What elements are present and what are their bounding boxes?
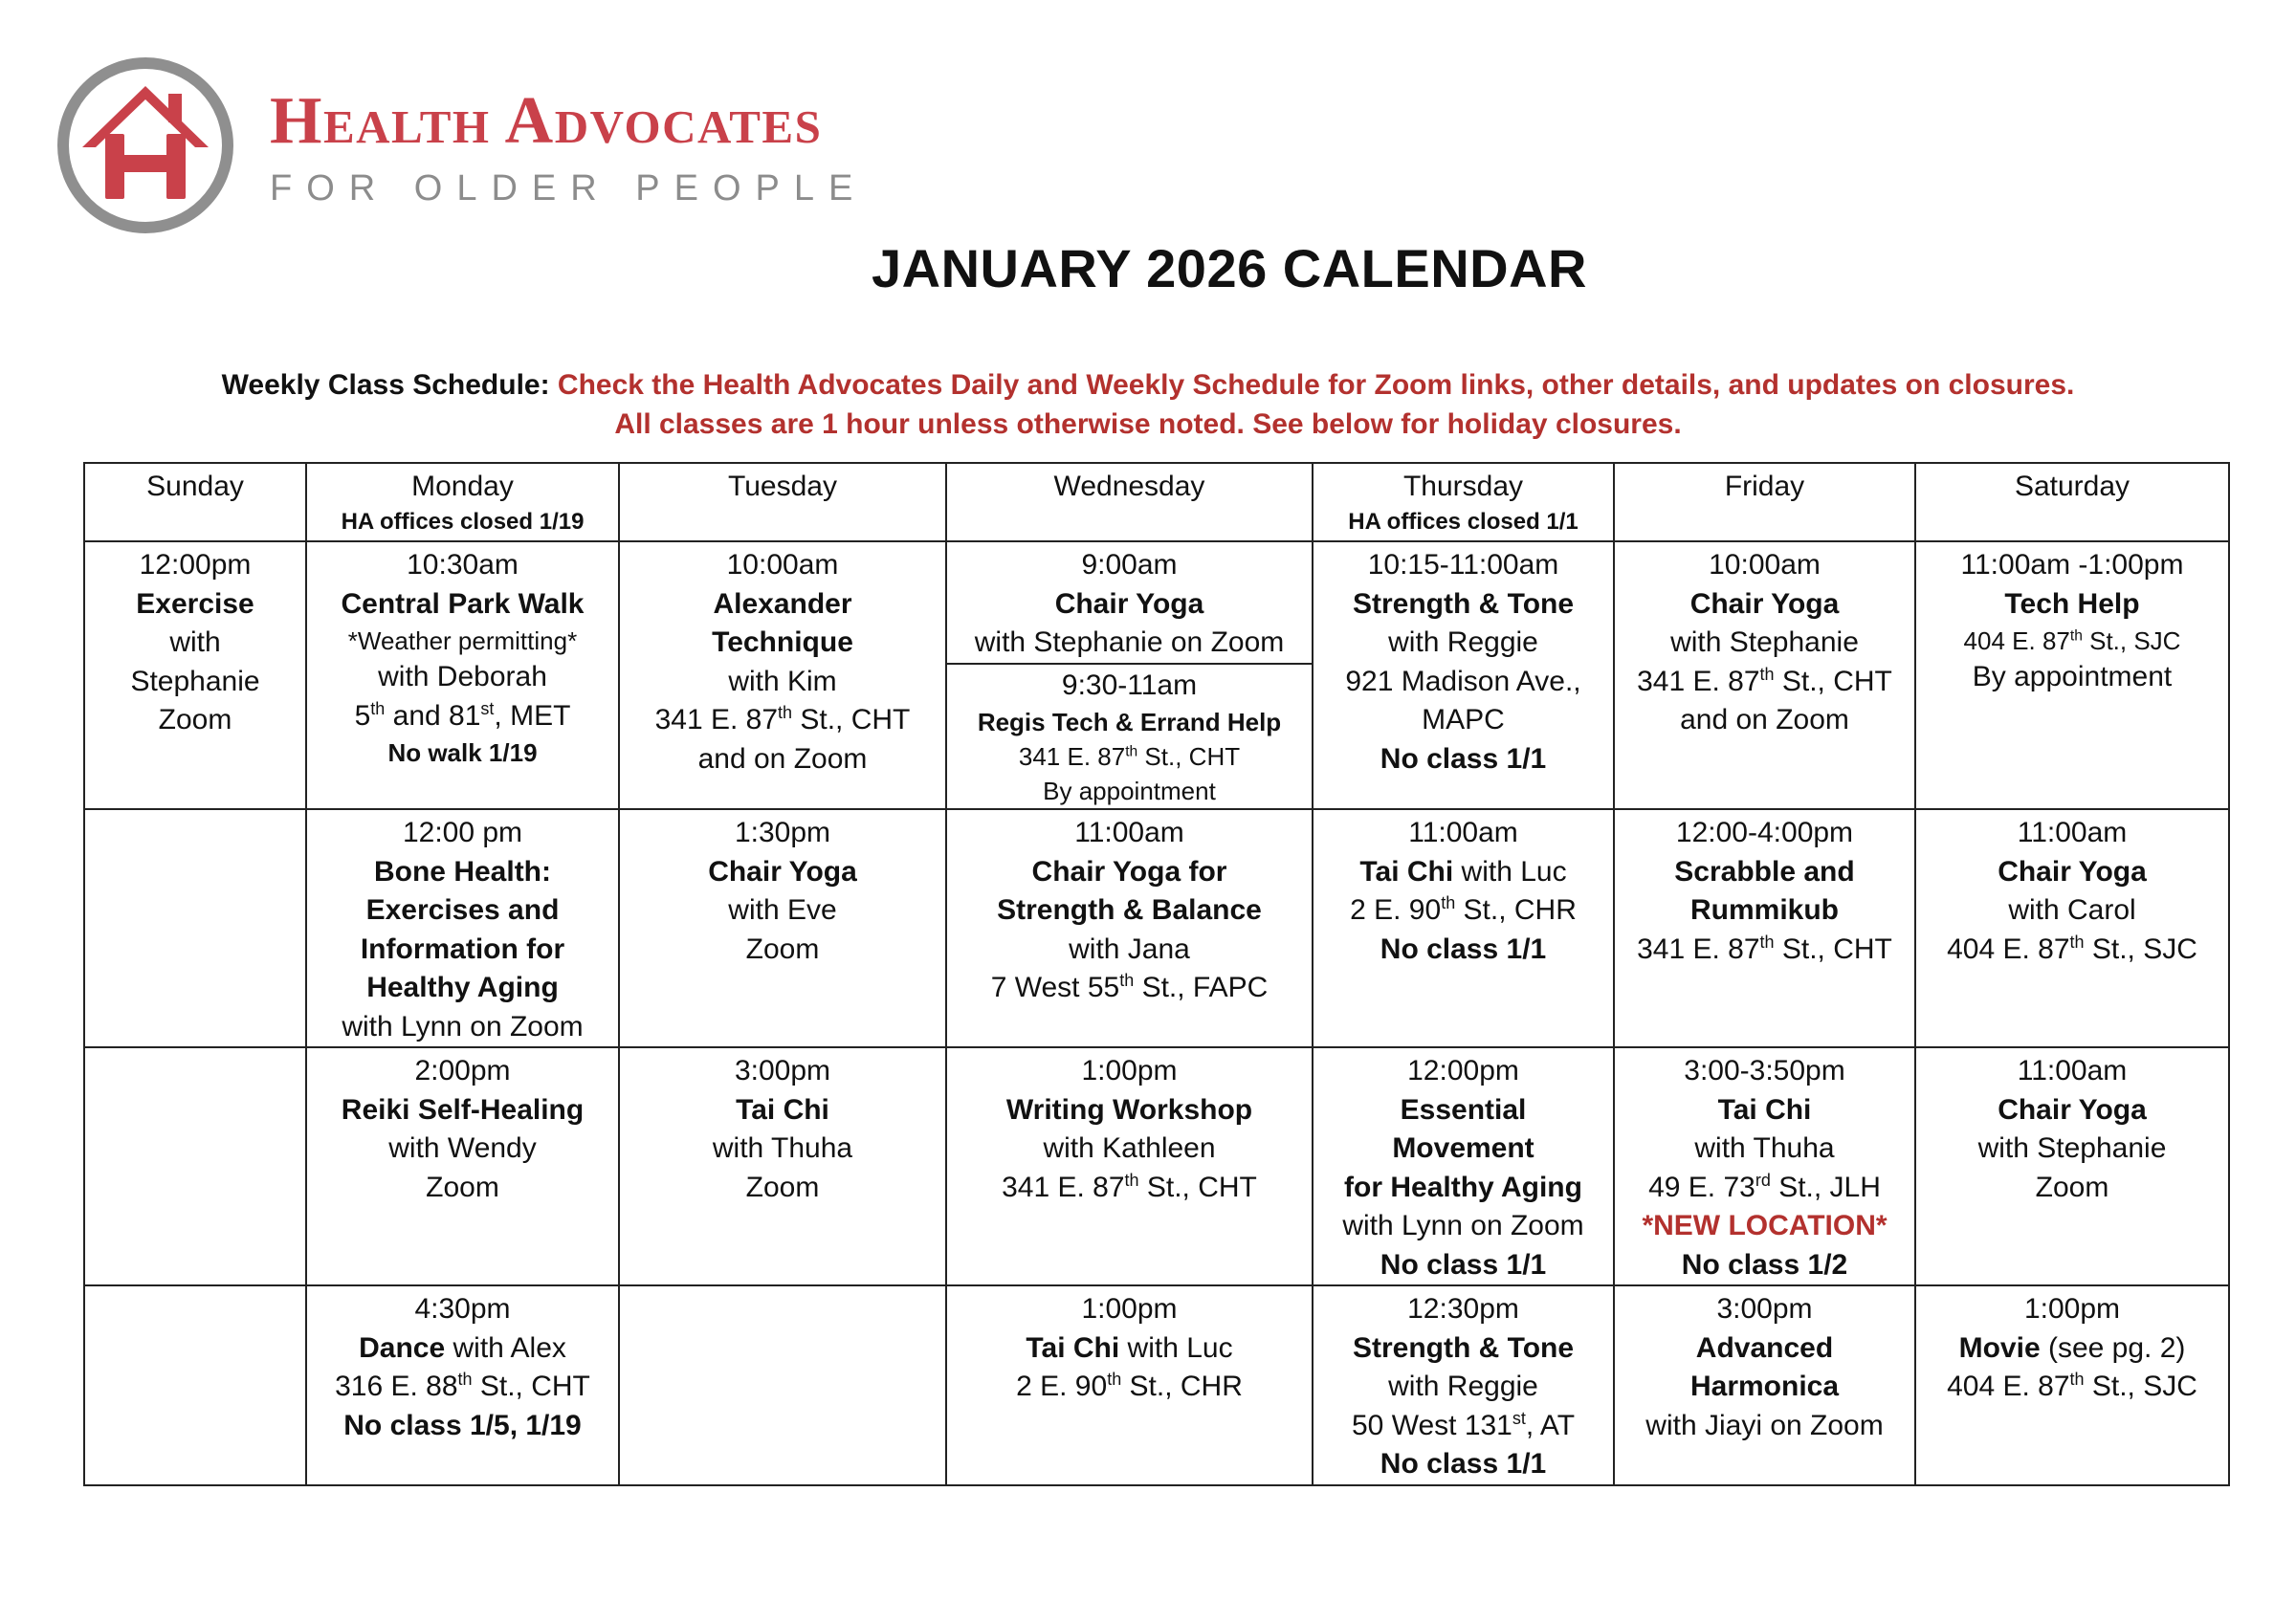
class-cell [84, 541, 306, 809]
closure-note: HA offices closed 1/1 [1348, 508, 1578, 535]
cell-text: and on Zoom [697, 742, 868, 775]
cell-text: 12:00 pm [402, 817, 523, 848]
cell-text: Central Park Walk [341, 587, 585, 620]
class-cell [619, 1047, 946, 1285]
ordinal-suffix: th [457, 1370, 473, 1389]
cell-text: By appointment [1043, 777, 1216, 805]
cell-text: 341 E. 87 [654, 704, 779, 735]
cell-text: 49 E. 73 [1648, 1171, 1755, 1203]
header-row [84, 463, 2229, 541]
cell-text: Tai Chi [1717, 1093, 1812, 1126]
cell-text: St., CHT [472, 1371, 590, 1402]
org-tagline: FOR OLDER PEOPLE [270, 168, 868, 208]
cell-text: with Eve [728, 894, 837, 926]
schedule-row [84, 1285, 2229, 1485]
cell-text: 11:00am -1:00pm [1960, 549, 2184, 581]
cell-text: 3:00pm [1716, 1293, 1813, 1325]
cell-text: with Stephanie on Zoom [974, 626, 1285, 658]
cell-text: Tuesday [728, 471, 837, 502]
cell-text: Strength & Balance [997, 894, 1262, 926]
ordinal-suffix: th [2069, 932, 2085, 952]
cell-text: with Stephanie [1977, 1132, 2167, 1164]
cell-text: with Thuha [1694, 1132, 1835, 1164]
cell-text: Healthy Aging [366, 972, 559, 1003]
cell-text: Sunday [146, 471, 244, 502]
cell-text: and 81 [385, 699, 481, 732]
cell-text: 341 E. 87 [1637, 665, 1760, 697]
class-cell [619, 541, 946, 809]
cell-text: 10:00am [726, 549, 839, 581]
ordinal-suffix: th [1441, 893, 1456, 912]
cell-text: Zoom [426, 1171, 499, 1203]
day-header-wednesday [946, 463, 1313, 541]
cell-text: 5 [354, 699, 371, 732]
cell-text: 4:30pm [414, 1293, 511, 1325]
cell-text: Zoom [158, 704, 232, 735]
day-header-sunday [84, 463, 306, 541]
cell-text: St., CHR [1121, 1371, 1243, 1402]
brand [270, 84, 868, 209]
cell-text: 12:00-4:00pm [1675, 817, 1854, 848]
cell-text: 341 E. 87 [1002, 1171, 1125, 1203]
day-header-tuesday [619, 463, 946, 541]
cell-text: St., CHT [1774, 933, 1892, 965]
cell-text: 9:30-11am [1061, 669, 1198, 701]
cell-text: 2 E. 90 [1350, 894, 1442, 926]
cell-text: 7 West 55 [990, 972, 1120, 1003]
cell-text: Bone Health: [373, 855, 551, 888]
cell-text: 341 E. 87 [1018, 742, 1126, 771]
schedule-row [84, 541, 2229, 809]
cell-text: with Alex [445, 1331, 566, 1364]
cell-text: 1:00pm [1081, 1293, 1178, 1325]
cell-text: 10:00am [1709, 549, 1821, 581]
ordinal-suffix: th [1125, 743, 1138, 760]
cell-text: Chair Yoga [1689, 587, 1840, 620]
cell-text: St., FAPC [1134, 972, 1269, 1003]
cell-text: with Luc [1119, 1331, 1233, 1364]
class-cell [1614, 1047, 1915, 1285]
cell-text: 11:00am [2017, 817, 2128, 848]
cell-text: with Thuha [712, 1132, 853, 1164]
cell-text: with Deborah [378, 661, 547, 692]
cell-text: Strength & Tone [1352, 1331, 1575, 1364]
notice-line-2: All classes are 1 hour unless otherwise noted. See below for holiday closures. [614, 408, 1682, 440]
class-cell [946, 1047, 1313, 1285]
cell-text: 316 E. 88 [335, 1371, 458, 1402]
cell-text: with Jana [1069, 933, 1190, 965]
cell-text: Rummikub [1689, 894, 1839, 926]
cell-text: St., CHR [1455, 894, 1577, 926]
cell-text: 341 E. 87 [1637, 933, 1760, 965]
cell-text: with Stephanie [1670, 626, 1859, 658]
class-cell [619, 809, 946, 1047]
cell-text: with Kathleen [1043, 1132, 1216, 1164]
cell-text: with Luc [1453, 855, 1567, 888]
cell-text: Tai Chi [1026, 1331, 1120, 1364]
cell-text: No class 1/1 [1380, 1248, 1547, 1281]
class-cell [1313, 1285, 1614, 1485]
cell-text: 11:00am [1074, 817, 1184, 848]
cell-text: No class 1/5, 1/19 [343, 1409, 582, 1441]
ordinal-suffix: th [1107, 1370, 1122, 1389]
health-advocates-logo [55, 55, 235, 235]
cell-text: with Wendy [388, 1132, 537, 1164]
cell-text: No class 1/1 [1380, 1448, 1547, 1480]
cell-text: Reiki Self-Healing [341, 1093, 585, 1126]
class-cell [1915, 1285, 2229, 1485]
cell-text: Exercise [136, 587, 254, 620]
class-cell [1313, 809, 1614, 1047]
cell-text: with Reggie [1388, 626, 1538, 658]
cell-text: 404 E. 87 [1963, 626, 2070, 655]
cell-text: No class 1/1 [1380, 742, 1547, 775]
cell-text: with Reggie [1388, 1371, 1538, 1402]
ordinal-suffix: th [2069, 1370, 2085, 1389]
cell-text: Zoom [745, 1171, 820, 1203]
class-cell [946, 809, 1313, 1047]
cell-text: Zoom [2035, 1171, 2109, 1203]
schedule-row [84, 809, 2229, 1047]
ordinal-suffix: st [480, 698, 495, 718]
cell-text: with Kim [728, 665, 837, 697]
cell-text: Scrabble and [1674, 855, 1855, 888]
cell-text: *Weather permitting* [347, 626, 578, 655]
cell-text: Harmonica [1689, 1371, 1840, 1402]
class-cell [946, 541, 1313, 809]
cell-text: 3:00-3:50pm [1684, 1055, 1845, 1086]
closure-note: HA offices closed 1/19 [341, 508, 585, 535]
cell-text: 1:00pm [1081, 1055, 1178, 1086]
cell-text: 1:30pm [734, 817, 831, 848]
cell-text: St., SJC [2084, 933, 2197, 965]
class-cell [306, 1285, 619, 1485]
cell-text: Tai Chi [736, 1093, 829, 1126]
ordinal-suffix: th [370, 698, 386, 718]
cell-text: with Lynn on Zoom [1342, 1210, 1584, 1241]
cell-text: 1:00pm [2023, 1293, 2121, 1325]
cell-text: , AT [1525, 1409, 1576, 1441]
cell-text: Wednesday [1053, 471, 1205, 502]
class-cell [1915, 809, 2229, 1047]
cell-text: Information for [360, 933, 565, 965]
cell-text: 12:30pm [1407, 1293, 1519, 1325]
cell-text: with Jiayi on Zoom [1645, 1409, 1884, 1441]
class-cell [1313, 1047, 1614, 1285]
class-cell [1614, 1285, 1915, 1485]
cell-text: Strength & Tone [1352, 587, 1575, 620]
cell-text: St., SJC [2082, 626, 2181, 655]
cell-text: Movie [1958, 1331, 2041, 1364]
class-cell [306, 541, 619, 809]
cell-text: 3:00pm [734, 1055, 831, 1086]
cell-text: 12:00pm [1407, 1055, 1519, 1086]
class-cell [1915, 541, 2229, 809]
ordinal-suffix: th [1759, 932, 1775, 952]
class-cell [306, 1047, 619, 1285]
cell-text: for Healthy Aging [1344, 1171, 1582, 1203]
class-cell [946, 1285, 1313, 1485]
empty-cell [84, 1285, 306, 1485]
cell-text: No walk 1/19 [387, 738, 538, 767]
cell-text: Monday [411, 471, 514, 502]
cell-text: MAPC [1422, 704, 1505, 735]
class-cell [306, 809, 619, 1047]
ordinal-suffix: th [778, 703, 793, 722]
cell-text: with [169, 626, 221, 658]
cell-text: 2:00pm [414, 1055, 511, 1086]
ordinal-suffix: rd [1755, 1170, 1771, 1190]
cell-text: 404 E. 87 [1947, 933, 2070, 965]
cell-text: 11:00am [2017, 1055, 2128, 1086]
cell-text: Alexander [713, 587, 852, 620]
class-cell [1313, 541, 1614, 809]
schedule-notice [0, 365, 2296, 444]
cell-text: Dance [359, 1331, 446, 1364]
ordinal-suffix: th [2069, 627, 2083, 645]
cell-text: Exercises and [365, 894, 560, 926]
new-location-badge: *NEW LOCATION* [1642, 1210, 1888, 1241]
cell-text: St., JLH [1770, 1171, 1881, 1203]
cell-text: Tech Help [2004, 587, 2140, 620]
day-header-thursday [1313, 463, 1614, 541]
cell-text: Chair Yoga [1054, 587, 1204, 620]
cell-text: Friday [1724, 471, 1805, 502]
cell-text: 921 Madison Ave., [1345, 665, 1581, 697]
cell-text: Zoom [745, 933, 820, 965]
cell-text: Thursday [1402, 471, 1524, 502]
page-title: JANUARY 2026 CALENDAR [871, 238, 1587, 298]
cell-text: No class 1/2 [1681, 1248, 1848, 1281]
cell-text: 12:00pm [139, 549, 252, 581]
ordinal-suffix: th [1759, 664, 1775, 684]
cell-text: Regis Tech & Errand Help [977, 708, 1282, 736]
cell-text: 11:00am [1408, 817, 1518, 848]
day-header-saturday [1915, 463, 2229, 541]
cell-text: Writing Workshop [1005, 1093, 1253, 1126]
ordinal-suffix: st [1512, 1408, 1526, 1428]
calendar-table [83, 462, 2230, 1486]
day-header-monday [306, 463, 619, 541]
cell-text: Advanced [1695, 1331, 1834, 1364]
class-cell [1915, 1047, 2229, 1285]
cell-text: with Lynn on Zoom [342, 1010, 584, 1042]
cell-text: 10:15-11:00am [1367, 549, 1559, 581]
cell-text: 9:00am [1081, 549, 1178, 581]
cell-text: 2 E. 90 [1016, 1371, 1108, 1402]
cell-text: Saturday [2014, 471, 2130, 502]
schedule-row [84, 1047, 2229, 1285]
org-name: Health Advocates [270, 84, 823, 158]
day-header-friday [1614, 463, 1915, 541]
cell-text: Chair Yoga [1998, 1093, 2147, 1126]
cell-text: Chair Yoga for [1031, 855, 1227, 888]
cell-text: St., CHT [1138, 1171, 1257, 1203]
cell-text: Stephanie [130, 665, 260, 697]
cell-text: , MET [494, 699, 571, 732]
cell-text: with Carol [2008, 894, 2136, 926]
cell-text: St., CHT [1774, 665, 1892, 697]
notice-label: Weekly Class Schedule: [221, 369, 558, 401]
empty-cell [619, 1285, 946, 1485]
cell-text: Essential [1400, 1093, 1527, 1126]
cell-text: and on Zoom [1680, 704, 1849, 735]
cell-text: 10:30am [407, 549, 519, 581]
cell-divider [947, 663, 1312, 809]
notice-line-1: Check the Health Advocates Daily and Weekly Schedule for Zoom links, other details, and updates on closures. [557, 369, 2075, 401]
ordinal-suffix: th [1124, 1170, 1139, 1190]
cell-text: By appointment [1972, 661, 2173, 692]
class-cell [1614, 541, 1915, 809]
empty-cell [84, 1047, 306, 1285]
cell-text: Tai Chi [1359, 855, 1454, 888]
cell-text: St., CHT [1137, 742, 1241, 771]
cell-text: St., SJC [2084, 1371, 2197, 1402]
empty-cell [84, 809, 306, 1047]
cell-text: 50 West 131 [1351, 1409, 1512, 1441]
ordinal-suffix: th [1119, 971, 1135, 990]
cell-text: Technique [712, 626, 853, 658]
cell-text: (see pg. 2) [2040, 1331, 2186, 1364]
cell-text: Movement [1392, 1132, 1534, 1164]
cell-text: St., CHT [792, 704, 911, 735]
class-cell [1614, 809, 1915, 1047]
cell-text: 404 E. 87 [1947, 1371, 2070, 1402]
cell-text: No class 1/1 [1380, 933, 1547, 965]
cell-text: Chair Yoga [1998, 855, 2147, 888]
cell-text: Chair Yoga [708, 855, 857, 888]
